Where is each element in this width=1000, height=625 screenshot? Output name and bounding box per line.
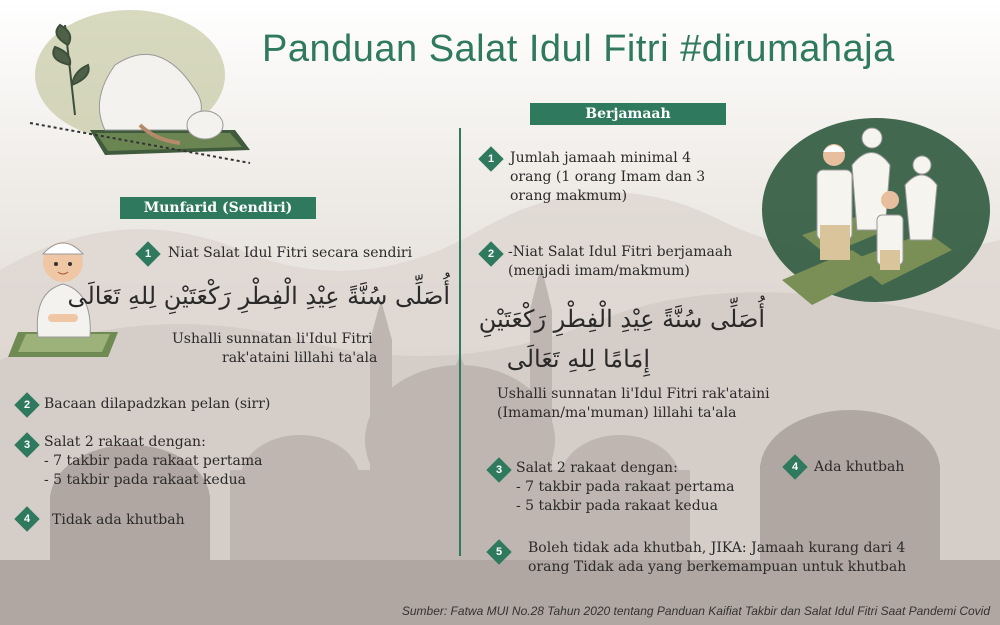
- step-1-badge-right: 1: [478, 146, 503, 171]
- right-step-3-line-3: - 5 takbir pada rakaat kedua: [516, 498, 719, 514]
- right-step-4-text: Ada khutbah: [814, 459, 905, 475]
- left-latin-line-1: Ushalli sunnatan li'Idul Fitri: [172, 331, 373, 347]
- left-step-4-text: Tidak ada khutbah: [52, 512, 185, 528]
- sujud-illustration: [20, 5, 260, 165]
- step-5-badge-right: 5: [486, 539, 511, 564]
- left-step-1-text: Niat Salat Idul Fitri secara sendiri: [168, 245, 413, 261]
- step-2-badge-left: 2: [14, 392, 39, 417]
- step-3-badge-left: 3: [14, 432, 39, 457]
- step-1-badge-left: 1: [135, 241, 160, 266]
- right-step-5-line-1: Boleh tidak ada khutbah, JIKA: Jamaah kurang dari 4: [528, 540, 906, 556]
- right-arabic-line-2: إِمَامًا لِلهِ تَعَالَى: [506, 345, 650, 373]
- left-step-3-line-1: Salat 2 rakaat dengan:: [44, 434, 206, 450]
- source-citation: Sumber: Fatwa MUI No.28 Tahun 2020 tentang Panduan Kaifiat Takbir dan Salat Idul Fitri Saat Pandemi Covid: [401, 604, 990, 618]
- right-step-3-line-2: - 7 takbir pada rakaat pertama: [516, 479, 735, 495]
- step-4-badge-left: 4: [14, 506, 39, 531]
- family-praying-illustration: [762, 110, 990, 310]
- right-step-1-line-2: orang (1 orang Imam dan 3: [510, 169, 706, 185]
- left-step-2-text: Bacaan dilapadzkan pelan (sirr): [44, 396, 271, 412]
- left-step-3-line-2: - 7 takbir pada rakaat pertama: [44, 453, 263, 469]
- right-step-2-line-1: -Niat Salat Idul Fitri berjamaah: [508, 244, 733, 260]
- right-step-1-line-3: orang makmum): [510, 188, 628, 204]
- step-2-badge-right: 2: [478, 241, 503, 266]
- page-title: Panduan Salat Idul Fitri #dirumahaja: [262, 28, 895, 70]
- right-step-2-line-2: (menjadi imam/makmum): [508, 263, 690, 279]
- left-step-3-line-3: - 5 takbir pada rakaat kedua: [44, 472, 247, 488]
- right-arabic-line-1: أُصَلِّى سُنَّةً عِيْدِ الْفِطْرِ رَكْعَتَيْنِ: [478, 305, 765, 333]
- left-latin-line-2: rak'ataini lillahi ta'ala: [222, 350, 378, 366]
- right-step-5-line-2: orang Tidak ada yang berkemampuan untuk khutbah: [528, 559, 907, 575]
- berjamaah-tag: Berjamaah: [530, 103, 726, 125]
- right-step-3-line-1: Salat 2 rakaat dengan:: [516, 460, 678, 476]
- step-3-badge-right: 3: [486, 457, 511, 482]
- right-step-1-line-1: Jumlah jamaah minimal 4: [510, 150, 692, 166]
- right-latin-line-2: (Imaman/ma'muman) lillahi ta'ala: [497, 405, 737, 421]
- munfarid-tag: Munfarid (Sendiri): [120, 197, 316, 219]
- right-latin-line-1: Ushalli sunnatan li'Idul Fitri rak'ataini: [497, 386, 770, 402]
- left-arabic-niat: أُصَلِّى سُنَّةً عِيْدِ الْفِطْرِ رَكْعَتَيْنِ لِلهِ تَعَالَى: [67, 282, 450, 310]
- step-4-badge-right: 4: [782, 454, 807, 479]
- section-divider: [459, 128, 461, 556]
